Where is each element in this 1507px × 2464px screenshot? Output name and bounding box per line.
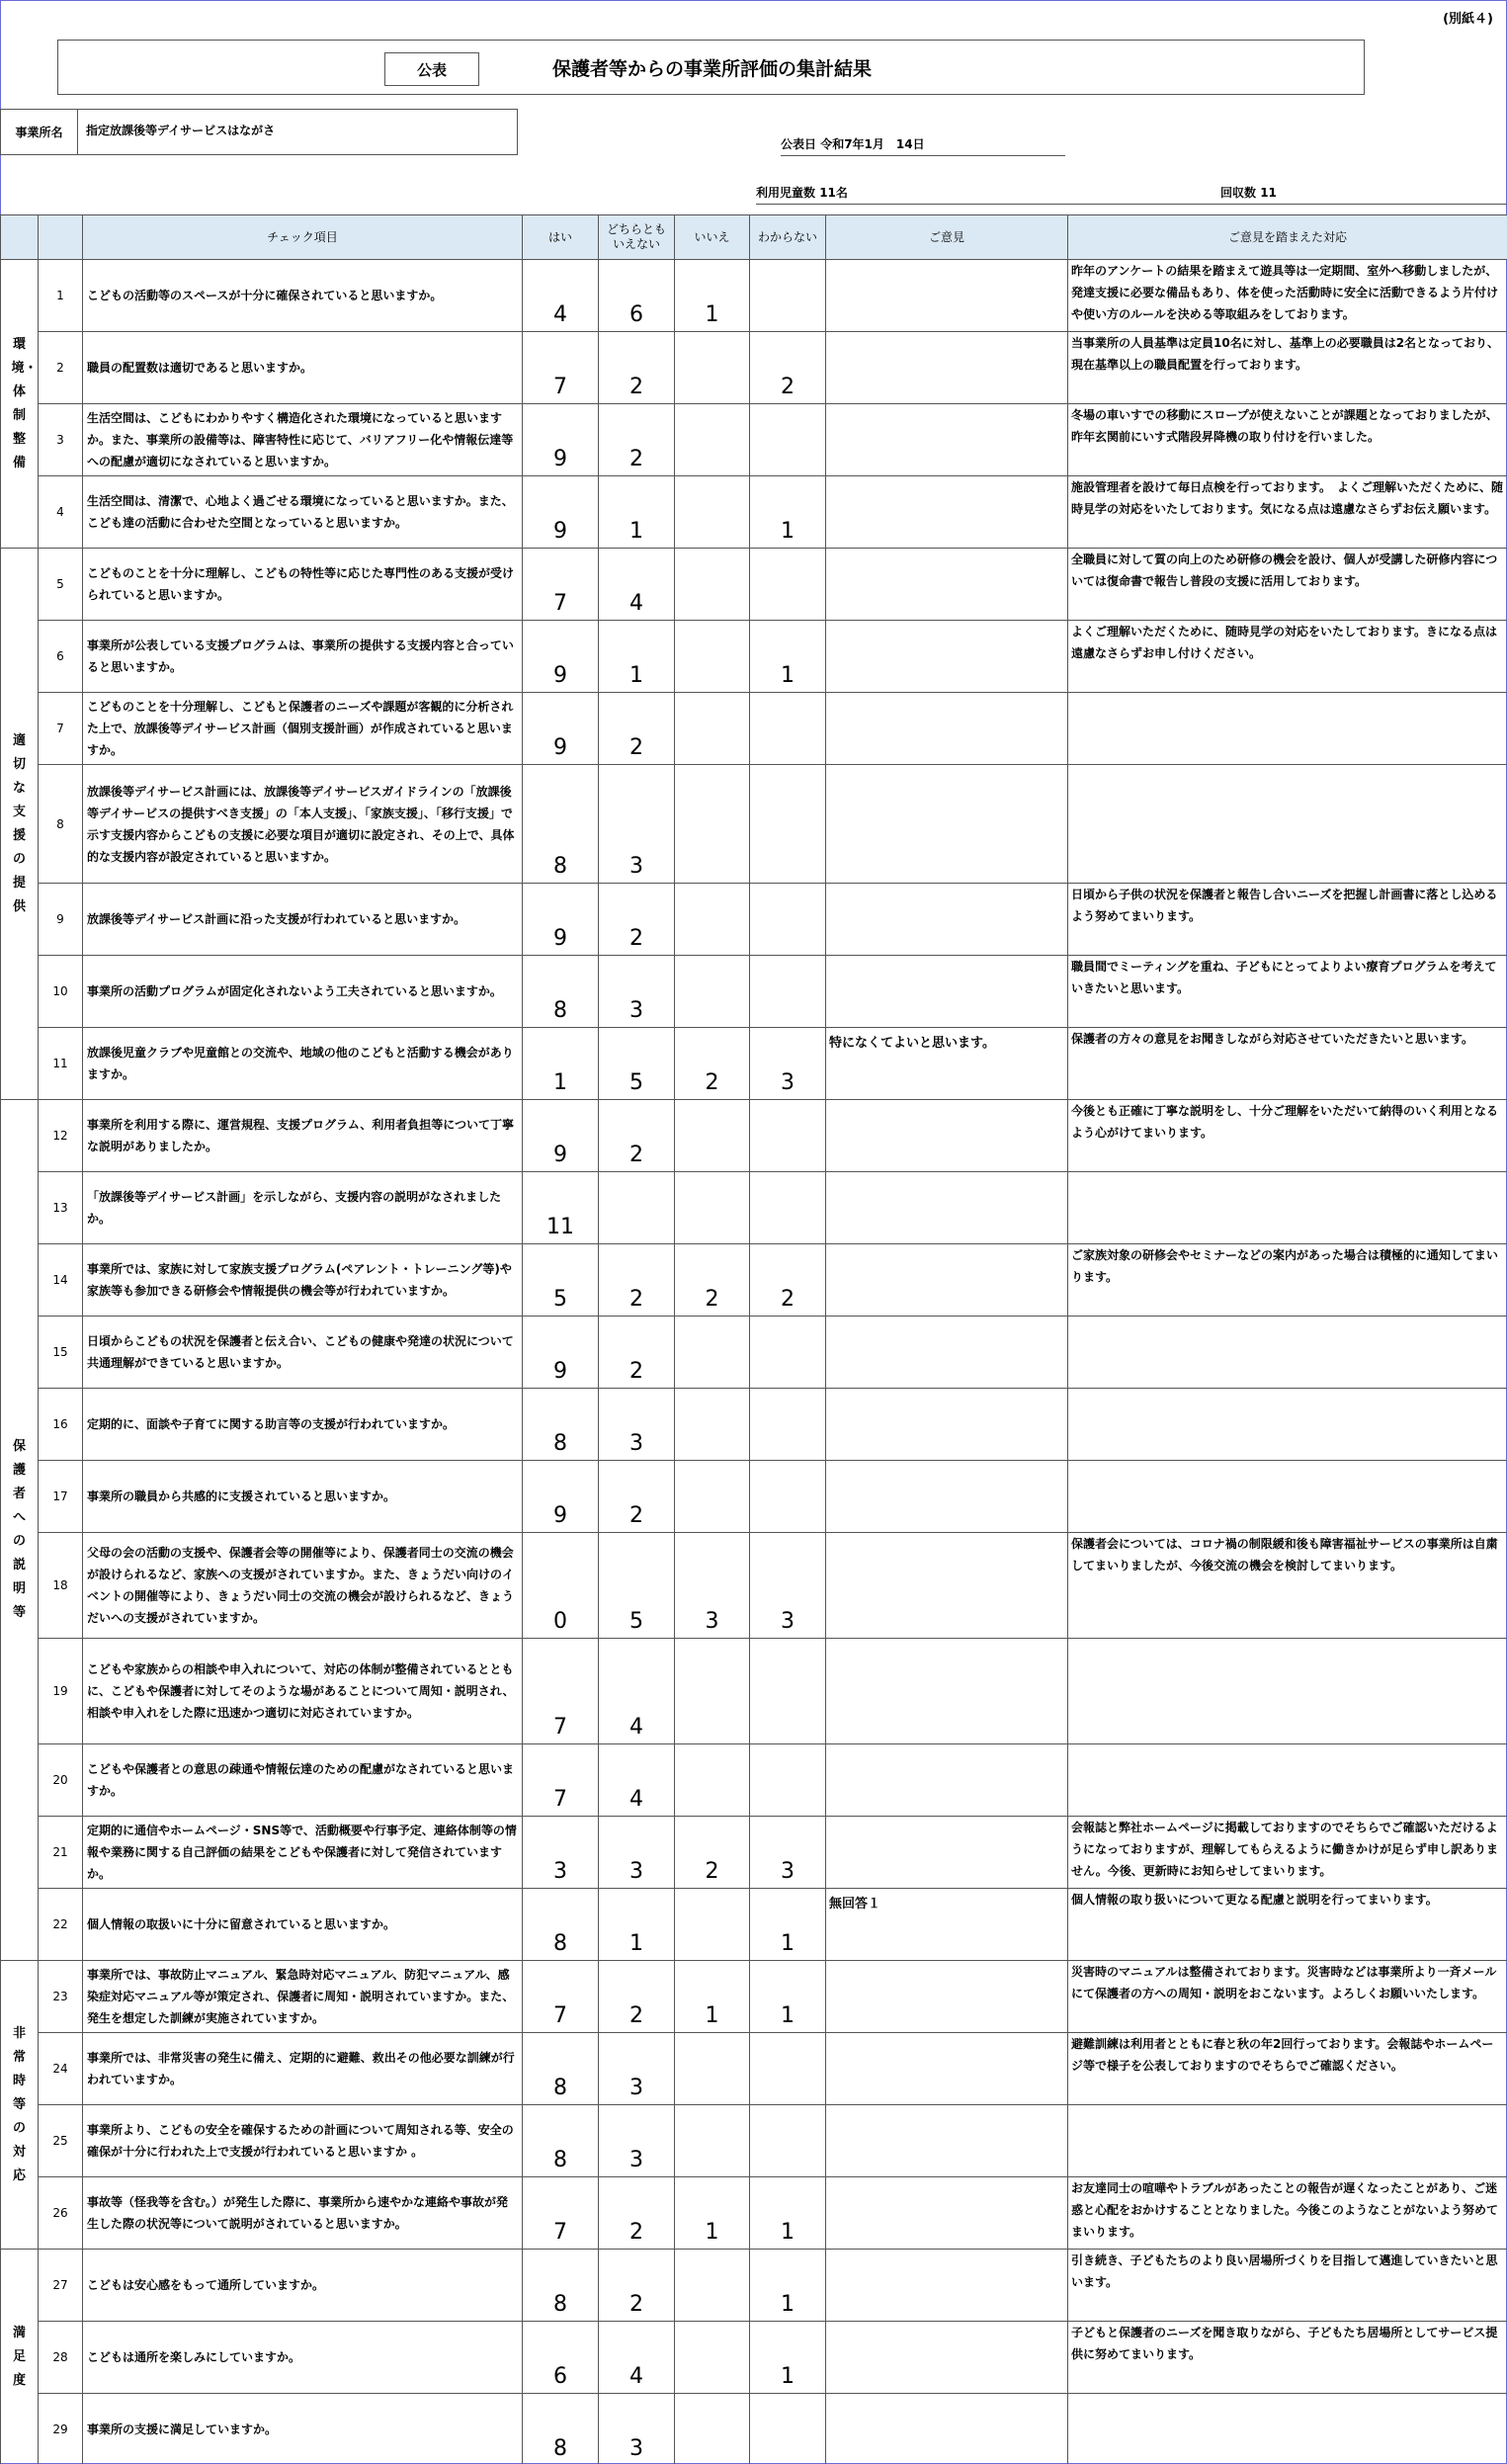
opinion-cell <box>826 1744 1068 1817</box>
response-cell <box>1068 693 1507 765</box>
response-cell: よくご理解いただくために、随時見学の対応をいたしております。きになる点は遠慮なさらずお申し付けください。 <box>1068 621 1507 693</box>
count-yes: 9 <box>523 1317 599 1389</box>
count-unknown <box>750 1639 826 1744</box>
opinion-cell <box>826 1533 1068 1639</box>
check-item: 事業所を利用する際に、運営規程、支援プログラム、利用者負担等について丁寧な説明がありましたか。 <box>83 1100 523 1172</box>
check-item: 事業所では、家族に対して家族支援プログラム(ペアレント・トレーニング等)や家族等も参加できる研修会や情報提供の機会等が行われていますか。 <box>83 1244 523 1317</box>
response-cell: 災害時のマニュアルは整備されております。災害時などは事業所より一斉メールにて保護者の方への周知・説明をおこないます。よろしくお願いいたします。 <box>1068 1961 1507 2033</box>
row-number: 1 <box>39 260 83 332</box>
response-cell <box>1068 2105 1507 2177</box>
row-number: 17 <box>39 1461 83 1533</box>
check-item: こどもは通所を楽しみにしていますか。 <box>83 2322 523 2394</box>
count-no <box>675 332 750 404</box>
count-unknown: 1 <box>750 476 826 549</box>
count-yes: 7 <box>523 2177 599 2250</box>
count-no <box>675 2033 750 2105</box>
count-yes: 5 <box>523 1244 599 1317</box>
check-item: 個人情報の取扱いに十分に留意されていると思いますか。 <box>83 1889 523 1961</box>
response-cell <box>1068 1461 1507 1533</box>
row-number: 8 <box>39 765 83 884</box>
count-unknown: 3 <box>750 1817 826 1889</box>
opinion-cell: 無回答１ <box>826 1889 1068 1961</box>
count-unknown <box>750 765 826 884</box>
row-number: 4 <box>39 476 83 549</box>
count-neither: 2 <box>599 693 675 765</box>
count-yes: 7 <box>523 1961 599 2033</box>
count-yes: 7 <box>523 549 599 621</box>
check-item: 事業所の支援に満足していますか。 <box>83 2394 523 2464</box>
response-cell <box>1068 765 1507 884</box>
table-row <box>1 956 1507 1028</box>
count-yes: 7 <box>523 1744 599 1817</box>
response-cell: 個人情報の取り扱いについて更なる配慮と説明を行ってまいります。 <box>1068 1889 1507 1961</box>
office-name: 指定放課後等デイサービスはながさ <box>86 124 276 137</box>
opinion-cell <box>826 260 1068 332</box>
count-no <box>675 1744 750 1817</box>
row-number: 26 <box>39 2177 83 2250</box>
table-row <box>1 549 1507 621</box>
table-row <box>1 332 1507 404</box>
header-neither: どちらとも いえない <box>599 215 675 260</box>
count-yes: 8 <box>523 2250 599 2322</box>
count-yes: 9 <box>523 884 599 956</box>
category-label: 保護者への説明等 <box>12 1439 26 1620</box>
response-cell: 引き続き、子どもたちのより良い居場所づくりを目指して邁進していきたいと思います。 <box>1068 2250 1507 2322</box>
user-count-line <box>756 184 1507 205</box>
count-neither: 3 <box>599 1817 675 1889</box>
check-item: 事業所では、非常災害の発生に備え、定期的に避難、救出その他必要な訓練が行われていますか。 <box>83 2033 523 2105</box>
count-yes: 8 <box>523 1389 599 1461</box>
category-cell <box>1 2250 39 2464</box>
row-number: 11 <box>39 1028 83 1100</box>
row-number: 7 <box>39 693 83 765</box>
response-cell: 冬場の車いすでの移動にスロープが使えないことが課題となっておりましたが、昨年玄関前にいす式階段昇降機の取り付けを行いました。 <box>1068 404 1507 476</box>
count-unknown: 1 <box>750 2250 826 2322</box>
table-row <box>1 1744 1507 1817</box>
check-item: 放課後等デイサービス計画には、放課後等デイサービスガイドラインの「放課後等デイサービスの提供すべき支援」の「本人支援」、「家族支援」、「移行支援」で示す支援内容からこどもの支援に必要な項目が適切に設定され、その上で、具体的な支援内容が設定されていると思いますか。 <box>83 765 523 884</box>
response-cell: 職員間でミーティングを重ね、子どもにとってよりよい療育プログラムを考えていきたいと思います。 <box>1068 956 1507 1028</box>
count-unknown: 1 <box>750 2322 826 2394</box>
row-number: 25 <box>39 2105 83 2177</box>
count-no <box>675 404 750 476</box>
count-neither: 4 <box>599 1744 675 1817</box>
title-box <box>57 40 1365 95</box>
count-yes: 8 <box>523 2105 599 2177</box>
response-cell <box>1068 1389 1507 1461</box>
row-number: 19 <box>39 1639 83 1744</box>
count-unknown <box>750 404 826 476</box>
count-yes: 9 <box>523 693 599 765</box>
table-row <box>1 1389 1507 1461</box>
count-no <box>675 884 750 956</box>
count-yes: 1 <box>523 1028 599 1100</box>
count-neither: 2 <box>599 1100 675 1172</box>
table-row <box>1 404 1507 476</box>
opinion-cell <box>826 404 1068 476</box>
count-yes: 4 <box>523 260 599 332</box>
opinion-cell <box>826 765 1068 884</box>
check-item: こどものことを十分理解し、こどもと保護者のニーズや課題が客観的に分析された上で、放課後等デイサービス計画（個別支援計画）が作成されていると思いますか。 <box>83 693 523 765</box>
user-count-label: 利用児童数 <box>756 186 816 200</box>
opinion-cell <box>826 476 1068 549</box>
table-row <box>1 2322 1507 2394</box>
response-cell: 保護者の方々の意見をお聞きしながら対応させていただきたいと思います。 <box>1068 1028 1507 1100</box>
table-row <box>1 1639 1507 1744</box>
category-label: 満足度 <box>12 2326 26 2388</box>
opinion-cell <box>826 332 1068 404</box>
check-item: こどもや家族からの相談や申入れについて、対応の体制が整備されているとともに、こどもや保護者に対してそのような場があることについて周知・説明され、相談や申入れをした際に迅速かつ適切に対応されていますか。 <box>83 1639 523 1744</box>
count-neither: 3 <box>599 2394 675 2464</box>
count-yes: 6 <box>523 2322 599 2394</box>
row-number: 13 <box>39 1172 83 1244</box>
count-neither: 3 <box>599 765 675 884</box>
count-yes: 7 <box>523 1639 599 1744</box>
count-unknown <box>750 1461 826 1533</box>
count-no <box>675 1461 750 1533</box>
row-number: 22 <box>39 1889 83 1961</box>
opinion-cell <box>826 884 1068 956</box>
check-item: 職員の配置数は適切であると思いますか。 <box>83 332 523 404</box>
opinion-cell <box>826 2250 1068 2322</box>
count-unknown <box>750 549 826 621</box>
check-item: 父母の会の活動の支援や、保護者会等の開催等により、保護者同士の交流の機会が設けられるなど、家族への支援がされていますか。また、きょうだい向けのイベントの開催等により、きょうだい同士の交流の機会が設けられるなど、きょうだいへの支援がされていますか。 <box>83 1533 523 1639</box>
response-cell <box>1068 1744 1507 1817</box>
table-row <box>1 1961 1507 2033</box>
response-cell: 今後とも正確に丁寧な説明をし、十分ご理解をいただいて納得のいく利用となるよう心がけてまいります。 <box>1068 1100 1507 1172</box>
check-item: 放課後等デイサービス計画に沿った支援が行われていると思いますか。 <box>83 884 523 956</box>
table-row <box>1 2105 1507 2177</box>
row-number: 29 <box>39 2394 83 2464</box>
count-yes: 8 <box>523 2394 599 2464</box>
row-number: 12 <box>39 1100 83 1172</box>
table-row <box>1 1028 1507 1100</box>
response-cell: 日頃から子供の状況を保護者と報告し合いニーズを把握し計画書に落とし込めるよう努めてまいります。 <box>1068 884 1507 956</box>
count-neither: 3 <box>599 2105 675 2177</box>
check-item: 放課後児童クラブや児童館との交流や、地域の他のこどもと活動する機会がありますか。 <box>83 1028 523 1100</box>
table-row <box>1 1100 1507 1172</box>
office-box <box>0 109 518 155</box>
check-item: 定期的に、面談や子育てに関する助言等の支援が行われていますか。 <box>83 1389 523 1461</box>
opinion-cell <box>826 1639 1068 1744</box>
count-unknown <box>750 2033 826 2105</box>
publish-date-label: 公表日 <box>781 137 817 151</box>
count-no: 2 <box>675 1028 750 1100</box>
check-item: こどもは安心感をもって通所していますか。 <box>83 2250 523 2322</box>
count-no <box>675 476 750 549</box>
evaluation-table <box>0 214 1507 2464</box>
row-number: 16 <box>39 1389 83 1461</box>
row-number: 20 <box>39 1744 83 1817</box>
check-item: 事故等（怪我等を含む。）が発生した際に、事業所から速やかな連絡や事故が発生した際の状況等について説明がされていると思いますか。 <box>83 2177 523 2250</box>
opinion-cell <box>826 549 1068 621</box>
count-unknown <box>750 2394 826 2464</box>
count-no <box>675 693 750 765</box>
count-neither: 1 <box>599 1889 675 1961</box>
check-item: 事業所より、こどもの安全を確保するための計画について周知される等、安全の確保が十分に行われた上で支援が行われていると思いますか 。 <box>83 2105 523 2177</box>
opinion-cell <box>826 1100 1068 1172</box>
count-yes: 8 <box>523 1889 599 1961</box>
user-count-value: 11名 <box>819 186 848 200</box>
count-neither: 4 <box>599 549 675 621</box>
opinion-cell <box>826 1961 1068 2033</box>
table-row <box>1 1889 1507 1961</box>
category-cell <box>1 260 39 549</box>
sheet-label: (別紙４) <box>1443 12 1493 27</box>
check-item: こどもや保護者との意思の疎通や情報伝達のための配慮がなされていると思いますか。 <box>83 1744 523 1817</box>
row-number: 3 <box>39 404 83 476</box>
count-neither: 5 <box>599 1028 675 1100</box>
row-number: 5 <box>39 549 83 621</box>
row-number: 28 <box>39 2322 83 2394</box>
response-cell <box>1068 1172 1507 1244</box>
count-unknown: 1 <box>750 1961 826 2033</box>
table-row <box>1 476 1507 549</box>
opinion-cell <box>826 2322 1068 2394</box>
count-no <box>675 2322 750 2394</box>
table-row <box>1 621 1507 693</box>
count-neither: 2 <box>599 1244 675 1317</box>
count-yes: 9 <box>523 621 599 693</box>
check-item: 事業所では、事故防止マニュアル、緊急時対応マニュアル、防犯マニュアル、感染症対応マニュアル等が策定され、保護者に周知・説明されていますか。また、発生を想定した訓練が実施されていますか。 <box>83 1961 523 2033</box>
count-neither: 2 <box>599 332 675 404</box>
check-item: 生活空間は、清潔で、心地よく過ごせる環境になっていると思いますか。また、こども達の活動に合わせた空間となっていると思いますか。 <box>83 476 523 549</box>
row-number: 23 <box>39 1961 83 2033</box>
row-number: 15 <box>39 1317 83 1389</box>
table-row <box>1 1817 1507 1889</box>
category-cell <box>1 1961 39 2250</box>
opinion-cell <box>826 1244 1068 1317</box>
opinion-cell <box>826 1317 1068 1389</box>
table-row <box>1 2177 1507 2250</box>
count-neither: 1 <box>599 476 675 549</box>
count-unknown: 2 <box>750 1244 826 1317</box>
header-row <box>1 215 1507 260</box>
table-row <box>1 1461 1507 1533</box>
table-row <box>1 765 1507 884</box>
count-unknown <box>750 1744 826 1817</box>
page-title: 保護者等からの事業所評価の集計結果 <box>552 58 873 80</box>
opinion-cell <box>826 956 1068 1028</box>
count-neither: 2 <box>599 404 675 476</box>
count-unknown: 1 <box>750 2177 826 2250</box>
opinion-cell <box>826 1389 1068 1461</box>
row-number: 10 <box>39 956 83 1028</box>
count-no <box>675 2394 750 2464</box>
response-cell: ご家族対象の研修会やセミナーなどの案内があった場合は積極的に通知してまいります。 <box>1068 1244 1507 1317</box>
category-cell <box>1 549 39 1100</box>
table-row <box>1 884 1507 956</box>
opinion-cell: 特になくてよいと思います。 <box>826 1028 1068 1100</box>
opinion-cell <box>826 1172 1068 1244</box>
header-category <box>1 215 39 260</box>
check-item: 定期的に通信やホームページ・SNS等で、活動概要や行事予定、連絡体制等の情報や業務に関する自己評価の結果をこどもや保護者に対して発信されていますか。 <box>83 1817 523 1889</box>
row-number: 24 <box>39 2033 83 2105</box>
count-unknown: 2 <box>750 332 826 404</box>
response-cell: 施設管理者を設けて毎日点検を行っております。 よくご理解いただくために、随時見学の対応をいたしております。気になる点は遠慮なさらずお伝え願います。 <box>1068 476 1507 549</box>
category-cell <box>1 1100 39 1961</box>
publish-date <box>781 135 1065 156</box>
opinion-cell <box>826 2033 1068 2105</box>
response-cell: 子どもと保護者のニーズを聞き取りながら、子どもたち居場所としてサービス提供に努めてまいります。 <box>1068 2322 1507 2394</box>
table-row <box>1 2250 1507 2322</box>
table-row <box>1 2394 1507 2464</box>
row-number: 6 <box>39 621 83 693</box>
count-unknown: 3 <box>750 1533 826 1639</box>
count-unknown <box>750 260 826 332</box>
count-neither: 2 <box>599 2250 675 2322</box>
response-cell: 保護者会については、コロナ禍の制限緩和後も障害福祉サービスの事業所は自粛してまいりましたが、今後交流の機会を検討してまいります。 <box>1068 1533 1507 1639</box>
header-yes: はい <box>523 215 599 260</box>
response-cell: お友達同士の喧嘩やトラブルがあったことの報告が遅くなったことがあり、ご迷惑と心配をおかけすることとなりました。今後このようなことがないよう努めてまいります。 <box>1068 2177 1507 2250</box>
kohyo-label: 公表 <box>384 52 479 86</box>
table-row <box>1 1172 1507 1244</box>
office-label: 事業所名 <box>1 110 78 154</box>
count-no <box>675 1172 750 1244</box>
count-yes: 11 <box>523 1172 599 1244</box>
count-unknown <box>750 1172 826 1244</box>
count-no <box>675 765 750 884</box>
count-neither: 2 <box>599 1961 675 2033</box>
check-item: 事業所の職員から共感的に支援されていると思いますか。 <box>83 1461 523 1533</box>
check-item: こどもの活動等のスペースが十分に確保されていると思いますか。 <box>83 260 523 332</box>
count-no: 1 <box>675 1961 750 2033</box>
count-no <box>675 2250 750 2322</box>
count-unknown <box>750 693 826 765</box>
count-yes: 8 <box>523 2033 599 2105</box>
count-unknown: 1 <box>750 1889 826 1961</box>
check-item: 「放課後等デイサービス計画」を示しながら、支援内容の説明がなされましたか。 <box>83 1172 523 1244</box>
table-row <box>1 260 1507 332</box>
count-unknown <box>750 884 826 956</box>
category-label: 非常時等の対応 <box>12 2025 26 2183</box>
count-unknown <box>750 1100 826 1172</box>
row-number: 14 <box>39 1244 83 1317</box>
count-no: 1 <box>675 260 750 332</box>
count-unknown: 3 <box>750 1028 826 1100</box>
count-yes: 0 <box>523 1533 599 1639</box>
count-neither: 1 <box>599 621 675 693</box>
opinion-cell <box>826 1461 1068 1533</box>
count-yes: 3 <box>523 1817 599 1889</box>
header-check-item: チェック項目 <box>83 215 523 260</box>
check-item: こどものことを十分に理解し、こどもの特性等に応じた専門性のある支援が受けられていると思いますか。 <box>83 549 523 621</box>
table-row <box>1 1533 1507 1639</box>
count-no: 2 <box>675 1244 750 1317</box>
table-row <box>1 2033 1507 2105</box>
count-neither: 3 <box>599 956 675 1028</box>
count-neither: 5 <box>599 1533 675 1639</box>
response-cell: 避難訓練は利用者とともに春と秋の年2回行っております。会報誌やホームページ等で様子を公表しておりますのでそちらでご確認ください。 <box>1068 2033 1507 2105</box>
header-no <box>39 215 83 260</box>
count-no <box>675 1889 750 1961</box>
table-row <box>1 1244 1507 1317</box>
response-cell <box>1068 2394 1507 2464</box>
count-no: 3 <box>675 1533 750 1639</box>
opinion-cell <box>826 693 1068 765</box>
count-neither <box>599 1172 675 1244</box>
count-neither: 2 <box>599 884 675 956</box>
header-unknown: わからない <box>750 215 826 260</box>
count-yes: 9 <box>523 476 599 549</box>
opinion-cell <box>826 2177 1068 2250</box>
count-neither: 3 <box>599 2033 675 2105</box>
row-number: 18 <box>39 1533 83 1639</box>
response-count-label: 回収数 <box>1220 186 1257 200</box>
check-item: 事業所の活動プログラムが固定化されないよう工夫されていると思いますか。 <box>83 956 523 1028</box>
response-cell <box>1068 1639 1507 1744</box>
header-no-answer: いいえ <box>675 215 750 260</box>
count-neither: 2 <box>599 2177 675 2250</box>
check-item: 事業所が公表している支援プログラムは、事業所の提供する支援内容と合っていると思いますか。 <box>83 621 523 693</box>
row-number: 2 <box>39 332 83 404</box>
check-item: 生活空間は、こどもにわかりやすく構造化された環境になっていると思いますか。また、事業所の設備等は、障害特性に応じて、バリアフリー化や情報伝達等への配慮が適切になされていると思いますか。 <box>83 404 523 476</box>
opinion-cell <box>826 2394 1068 2464</box>
count-unknown <box>750 2105 826 2177</box>
count-yes: 7 <box>523 332 599 404</box>
count-no <box>675 1389 750 1461</box>
count-neither: 6 <box>599 260 675 332</box>
count-no <box>675 549 750 621</box>
response-cell <box>1068 1317 1507 1389</box>
table-row <box>1 693 1507 765</box>
count-yes: 9 <box>523 1461 599 1533</box>
opinion-cell <box>826 1817 1068 1889</box>
count-unknown <box>750 956 826 1028</box>
count-yes: 8 <box>523 765 599 884</box>
count-neither: 2 <box>599 1317 675 1389</box>
count-no <box>675 2105 750 2177</box>
count-no: 2 <box>675 1817 750 1889</box>
count-yes: 9 <box>523 1100 599 1172</box>
response-count-value: 11 <box>1260 186 1277 200</box>
count-no <box>675 956 750 1028</box>
publish-date-value: 令和7年1月 14日 <box>820 137 925 151</box>
category-label: 環境・体制整備 <box>11 336 38 470</box>
count-no <box>675 621 750 693</box>
count-neither: 4 <box>599 2322 675 2394</box>
response-cell: 昨年のアンケートの結果を踏まえて遊具等は一定期間、室外へ移動しましたが、発達支援に必要な備品もあり、体を使った活動時に安全に活動できるよう片付けや使い方のルールを決める等取組みをしております。 <box>1068 260 1507 332</box>
category-label: 適切な支援の提供 <box>12 732 26 914</box>
count-yes: 9 <box>523 404 599 476</box>
header-response: ご意見を踏まえた対応 <box>1068 215 1507 260</box>
header-opinion: ご意見 <box>826 215 1068 260</box>
opinion-cell <box>826 2105 1068 2177</box>
response-cell: 当事業所の人員基準は定員10名に対し、基準上の必要職員は2名となっており、現在基準以上の職員配置を行っております。 <box>1068 332 1507 404</box>
count-no <box>675 1100 750 1172</box>
count-yes: 8 <box>523 956 599 1028</box>
count-neither: 4 <box>599 1639 675 1744</box>
count-no <box>675 1317 750 1389</box>
row-number: 9 <box>39 884 83 956</box>
count-no: 1 <box>675 2177 750 2250</box>
response-cell: 会報誌と弊社ホームページに掲載しておりますのでそちらでご確認いただけるようになっておりますが、理解してもらえるように働きかけが足らず申し訳ありません。今後、更新時にお知らせしてまいります。 <box>1068 1817 1507 1889</box>
count-neither: 2 <box>599 1461 675 1533</box>
count-unknown: 1 <box>750 621 826 693</box>
count-no <box>675 1639 750 1744</box>
response-count <box>1220 184 1277 201</box>
row-number: 27 <box>39 2250 83 2322</box>
response-cell: 全職員に対して質の向上のため研修の機会を設け、個人が受講した研修内容については復命書で報告し普段の支援に活用しております。 <box>1068 549 1507 621</box>
count-neither: 3 <box>599 1389 675 1461</box>
table-row <box>1 1317 1507 1389</box>
row-number: 21 <box>39 1817 83 1889</box>
count-unknown <box>750 1317 826 1389</box>
check-item: 日頃からこどもの状況を保護者と伝え合い、こどもの健康や発達の状況について共通理解ができていると思いますか。 <box>83 1317 523 1389</box>
opinion-cell <box>826 621 1068 693</box>
count-unknown <box>750 1389 826 1461</box>
